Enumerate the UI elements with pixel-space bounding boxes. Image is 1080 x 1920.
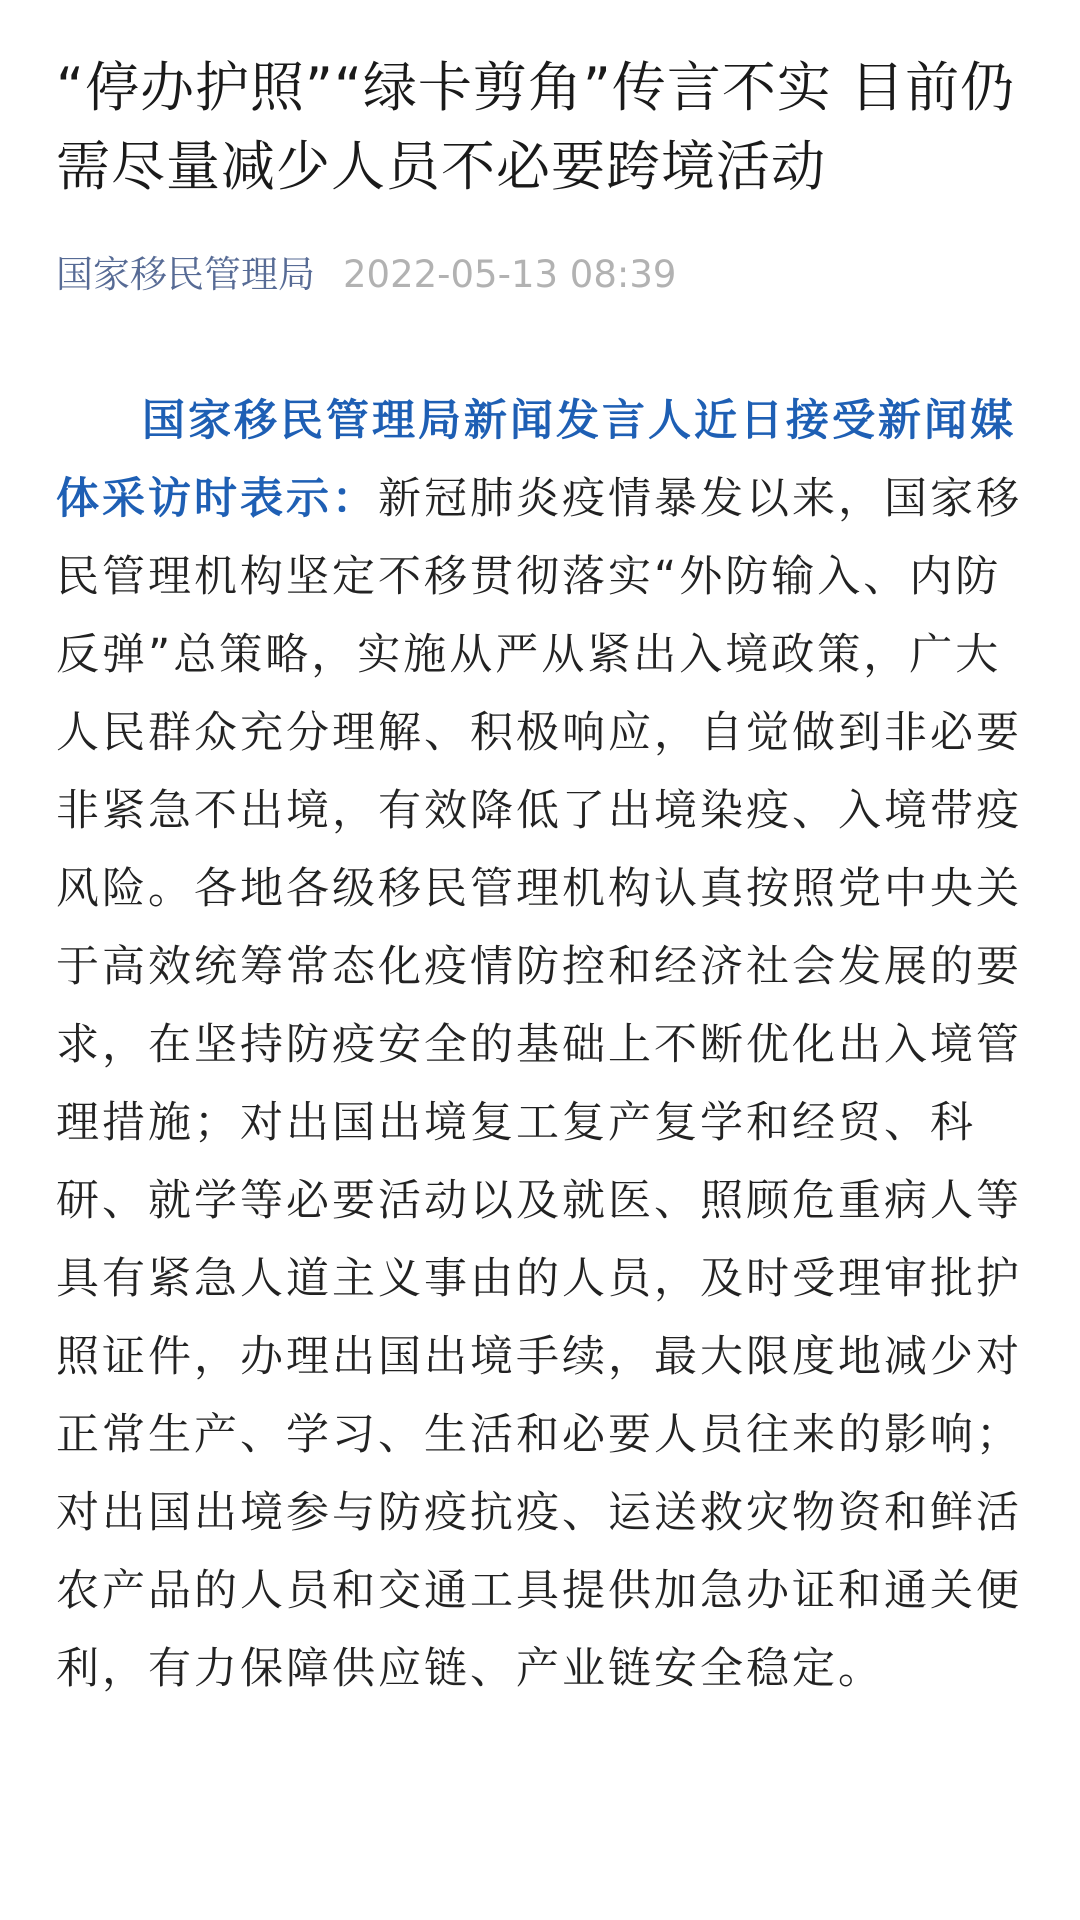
author-link[interactable]: 国家移民管理局 [56, 253, 315, 296]
article [56, 48, 1026, 1708]
article-meta [56, 250, 1026, 300]
publish-time: 2022-05-13 08:39 [343, 253, 677, 296]
paragraph-body: 新冠肺炎疫情暴发以来，国家移民管理机构坚定不移贯彻落实“外防输入、内防反弹”总策略，实施从严从紧出入境政策，广大人民群众充分理解、积极响应，自觉做到非必要非紧急不出境，有效降低了出境染疫、入境带疫风险。各地各级移民管理机构认真按照党中央关于高效统筹常态化疫情防控和经济社会发展的要求，在坚持防疫安全的基础上不断优化出入境管理措施；对出国出境复工复产复学和经贸、科研、就学等必要活动以及就医、照顾危重病人等具有紧急人道主义事由的人员，及时受理审批护照证件，办理出国出境手续，最大限度地减少对正常生产、学习、生活和必要人员往来的影响；对出国出境参与防疫抗疫、运送救灾物资和鲜活农产品的人员和交通工具提供加急办证和通关便利，有力保障供应链、产业链安全稳定。 [56, 474, 1022, 1694]
article-paragraph [56, 382, 1026, 1708]
lead-highlight: 国家移民管理局新闻发言人近日接受新闻媒体采访时表示： [56, 396, 1016, 524]
article-title: “停办护照”“绿卡剪角”传言不实 目前仍需尽量减少人员不必要跨境活动 [56, 56, 1016, 198]
